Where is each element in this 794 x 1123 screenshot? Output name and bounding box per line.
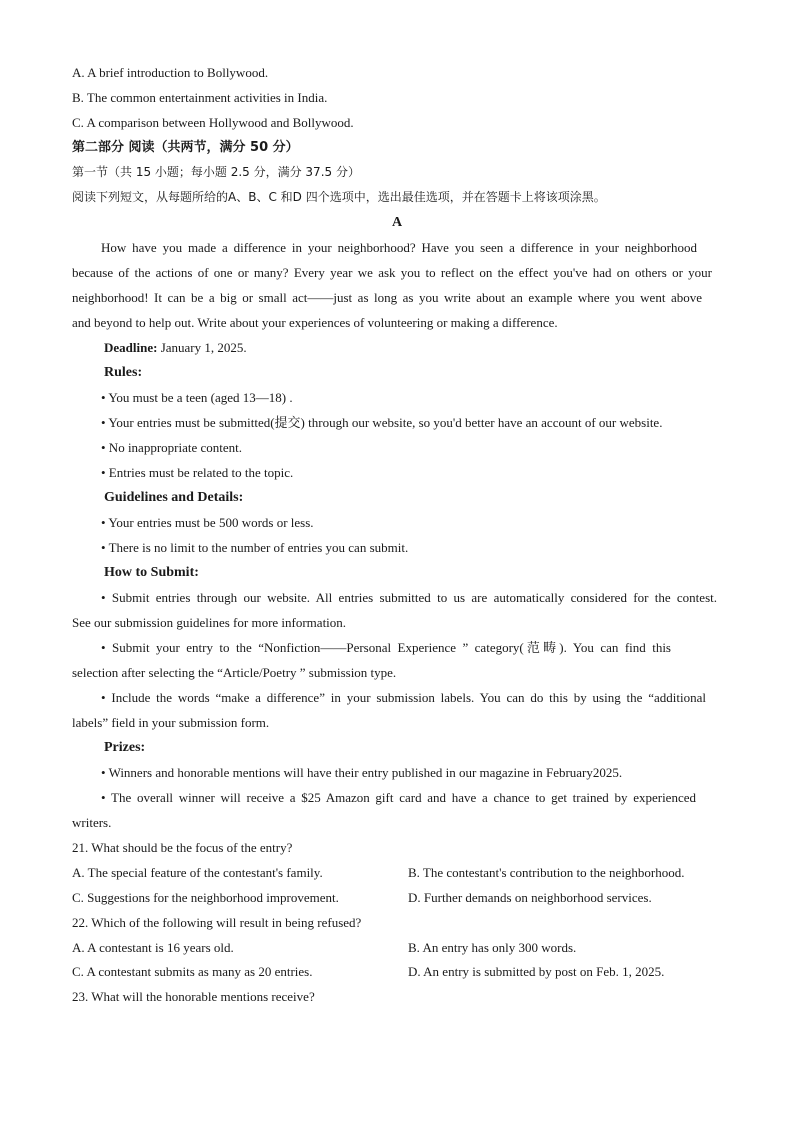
question-option: C. A contestant submits as many as 20 entries. — [72, 964, 313, 979]
previous-option-c: C. A comparison between Hollywood and Bollywood. — [72, 115, 354, 130]
submit-line: labels” field in your submission form. — [72, 715, 270, 730]
guideline-item: • There is no limit to the number of entries you can submit. — [101, 540, 409, 555]
deadline-value: January 1, 2025. — [157, 340, 247, 355]
submit-line: • Submit entries through our website. All entries submitted to us are automatically considered for the contest. — [101, 590, 717, 605]
rules-heading: Rules: — [104, 365, 143, 380]
submit-line: • Submit your entry to the “Nonfiction——Personal Experience ” category(范畴). You can find this — [101, 640, 671, 655]
question-stem: 23. What will the honorable mentions receive? — [72, 989, 315, 1004]
question-option: A. The special feature of the contestant's family. — [72, 865, 323, 880]
prize-line: • The overall winner will receive a $25 Amazon gift card and have a chance to get trained by experienced — [101, 790, 696, 805]
guideline-item: • Your entries must be 500 words or less. — [101, 515, 314, 530]
rule-item: • No inappropriate content. — [101, 440, 243, 455]
guidelines-heading: Guidelines and Details: — [104, 490, 244, 505]
prize-line: • Winners and honorable mentions will have their entry published in our magazine in February2025. — [101, 765, 623, 780]
section-title: 第二部分 阅读（共两节，满分 50 分） — [72, 140, 299, 155]
question-option: B. An entry has only 300 words. — [408, 940, 577, 955]
section-part-one: 第一节（共 15 小题；每小题 2.5 分，满分 37.5 分） — [72, 165, 360, 179]
passage-intro-line: neighborhood! It can be a big or small act——just as long as you write about an example where you went above — [72, 290, 702, 305]
previous-option-b: B. The common entertainment activities in India. — [72, 90, 328, 105]
prizes-heading: Prizes: — [104, 740, 146, 755]
rule-item: • Your entries must be submitted(提交) through our website, so you'd better have an account of our website. — [101, 415, 663, 430]
submit-heading: How to Submit: — [104, 565, 199, 580]
question-stem: 21. What should be the focus of the entry? — [72, 840, 293, 855]
passage-intro-line: because of the actions of one or many? Every year we ask you to reflect on the effect you've had on others or your — [72, 265, 712, 280]
deadline-line — [104, 335, 764, 360]
previous-option-a: A. A brief introduction to Bollywood. — [72, 65, 269, 80]
rule-item: • You must be a teen (aged 13—18) . — [101, 390, 293, 405]
question-option: D. Further demands on neighborhood services. — [408, 890, 652, 905]
rule-item: • Entries must be related to the topic. — [101, 465, 294, 480]
deadline-label: Deadline: — [104, 340, 158, 355]
question-option: B. The contestant's contribution to the neighborhood. — [408, 865, 685, 880]
question-option: C. Suggestions for the neighborhood improvement. — [72, 890, 339, 905]
passage-intro-line: and beyond to help out. Write about your experiences of volunteering or making a difference. — [72, 315, 558, 330]
passage-letter: A — [391, 215, 403, 230]
prize-line: writers. — [72, 815, 112, 830]
passage-intro-line: How have you made a difference in your neighborhood? Have you seen a difference in your neighborhood — [101, 240, 697, 255]
section-instructions: 阅读下列短文，从每题所给的A、B、C 和D 四个选项中，选出最佳选项，并在答题卡上将该项涂黑。 — [72, 190, 606, 204]
submit-line: • Include the words “make a difference” in your submission labels. You can do this by using the “additional — [101, 690, 706, 705]
question-stem: 22. Which of the following will result in being refused? — [72, 915, 362, 930]
submit-line: selection after selecting the “Article/Poetry ” submission type. — [72, 665, 397, 680]
submit-line: See our submission guidelines for more information. — [72, 615, 347, 630]
question-option: D. An entry is submitted by post on Feb. 1, 2025. — [408, 964, 665, 979]
question-option: A. A contestant is 16 years old. — [72, 940, 234, 955]
